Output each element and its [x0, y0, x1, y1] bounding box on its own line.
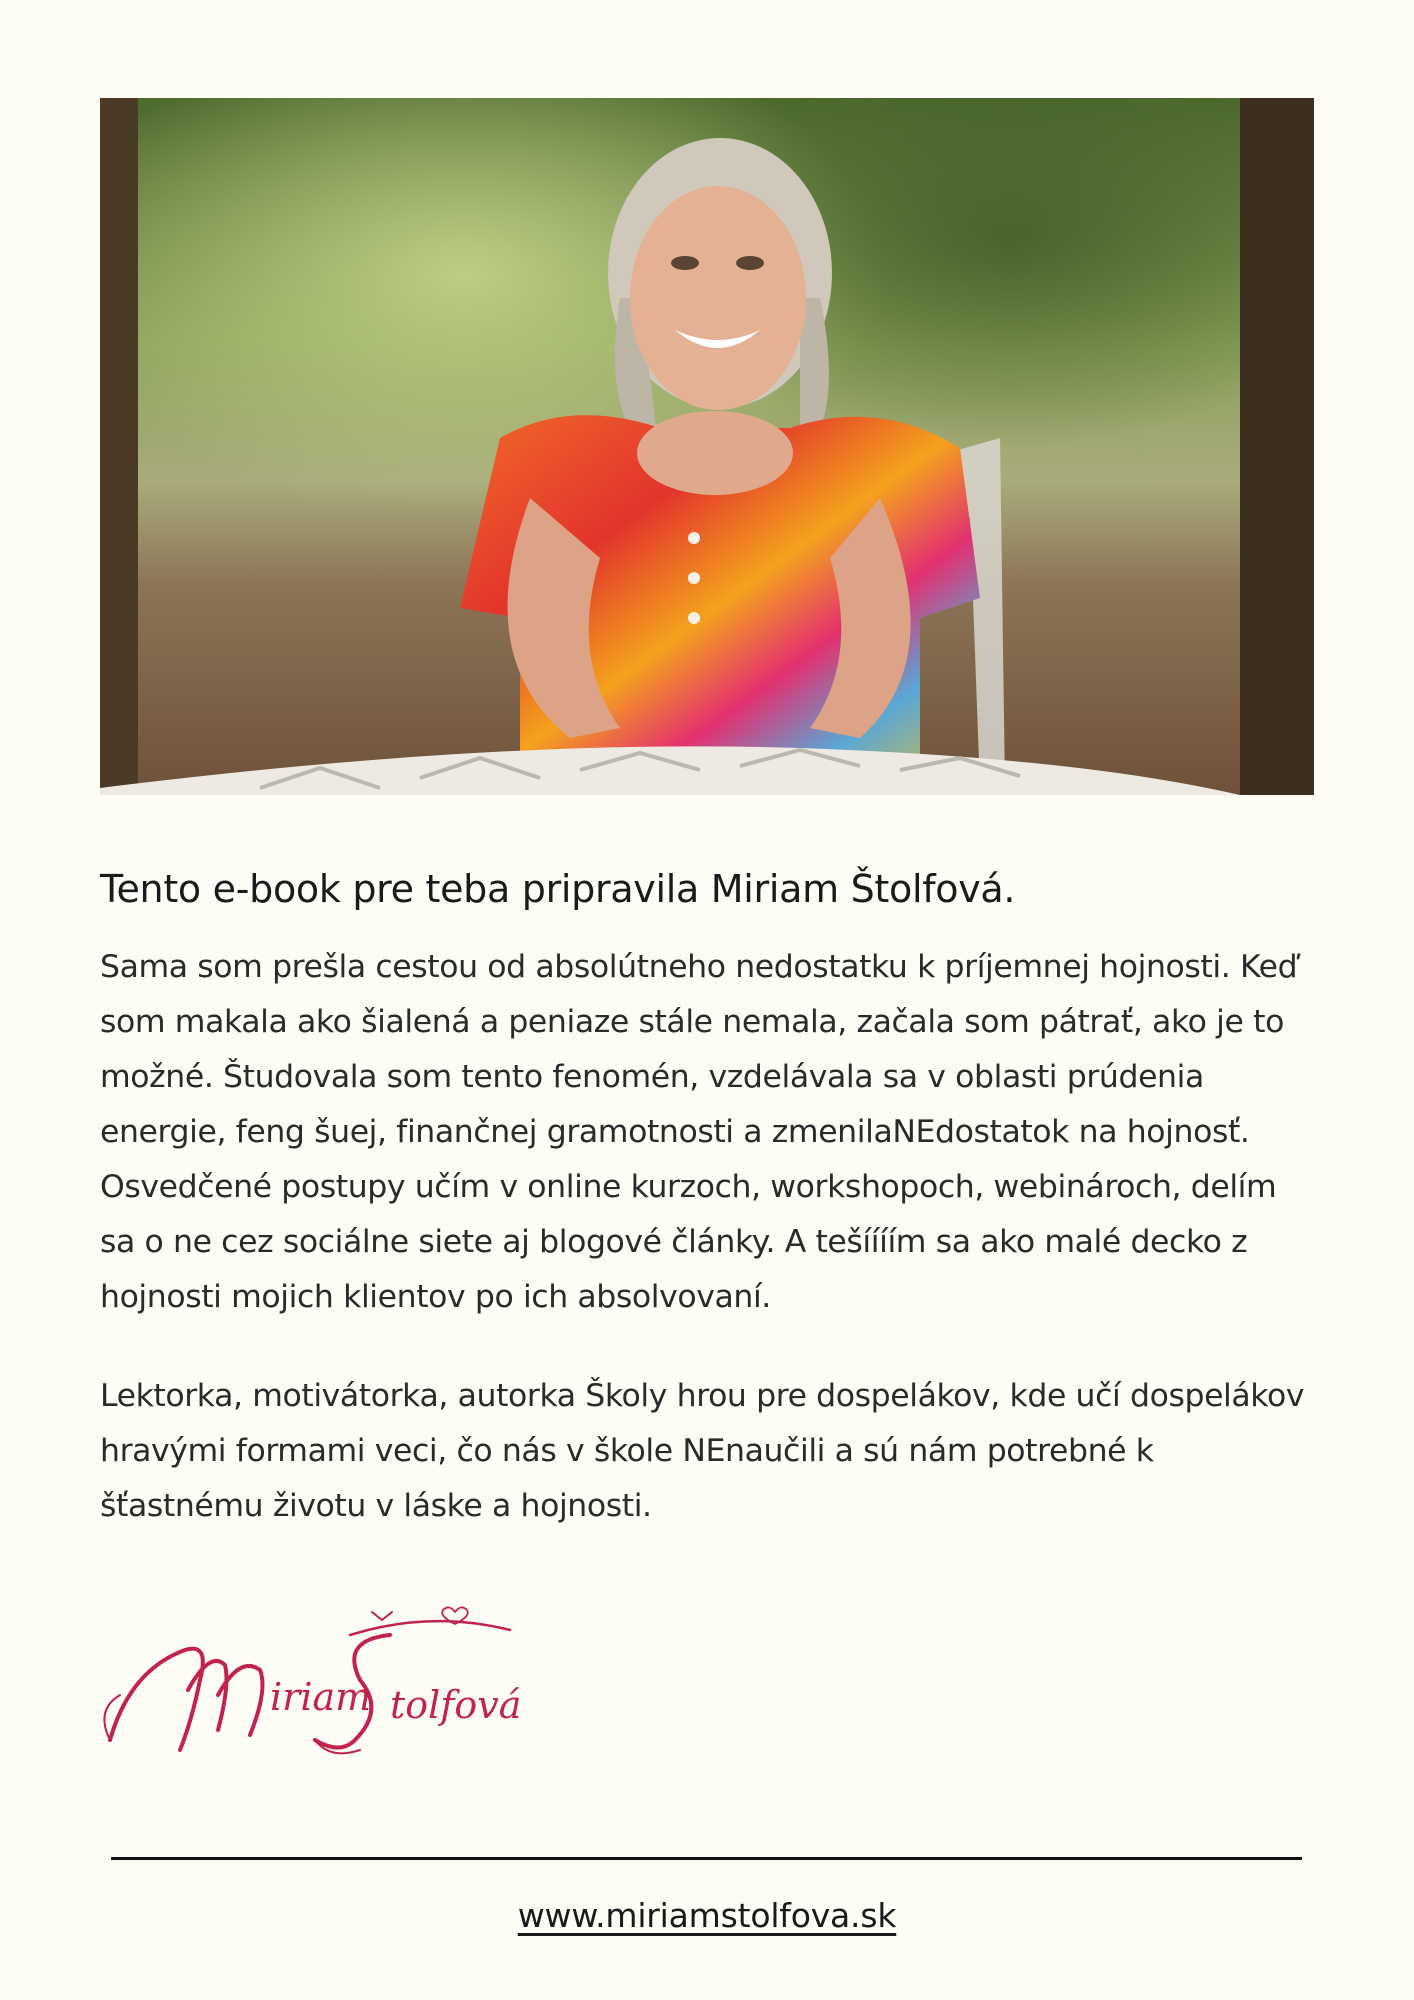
author-signature: [100, 1590, 540, 1760]
svg-text:iriam: iriam: [270, 1675, 372, 1719]
intro-section: [100, 866, 1320, 1534]
portrait-photo-icon: [100, 98, 1314, 795]
website-link[interactable]: www.miriamstolfova.sk: [517, 1896, 897, 1935]
intro-paragraph-2: Lektorka, motivátorka, autorka Školy hrou pre dospelákov, kde učí dospelákov hravými formami veci, čo nás v škole NEnaučili a sú nám potrebné k šťastnému životu v láske a hojnosti.: [100, 1377, 1305, 1524]
footer-divider: [111, 1857, 1302, 1860]
svg-text:tolfová: tolfová: [390, 1683, 522, 1727]
intro-heading: Tento e-book pre teba pripravila Miriam Štolfová.: [100, 867, 1016, 911]
signature-icon: [100, 1590, 540, 1760]
intro-paragraph-1: Sama som prešla cestou od absolútneho nedostatku k príjemnej hojnosti. Keď som makala ako šialená a peniaze stále nemala, začala som pátrať, ako je to možné. Študovala som tento fenomén, vzdelávala sa v oblasti prúdenia energie, feng šuej, finančnej gramotnosti a zmenilaNEdostatok na hojnosť. Osvedčené postupy učím v online kurzoch, workshopoch, webinároch, delím sa o ne cez sociálne siete aj blogové články. A tešíííím sa ako malé decko z hojnosti mojich klientov po ich absolvovaní.: [100, 948, 1298, 1315]
author-portrait-photo: [100, 98, 1314, 795]
